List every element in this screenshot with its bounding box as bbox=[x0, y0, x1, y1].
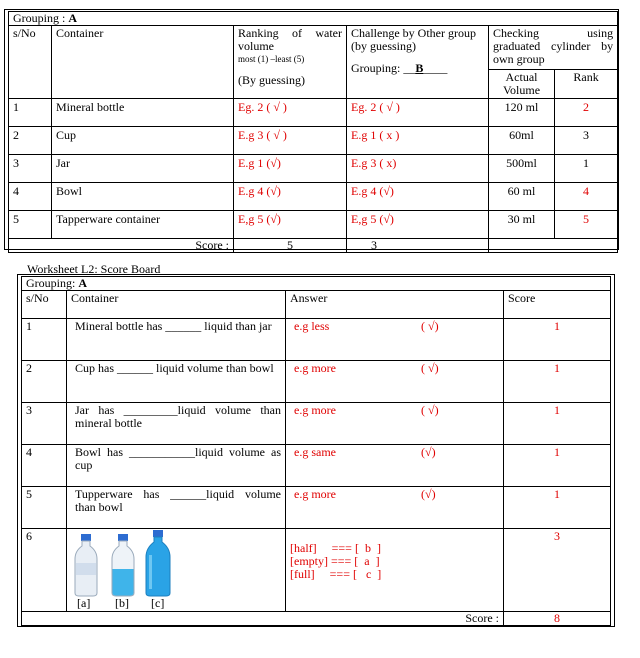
sb-row-number: 5 bbox=[22, 487, 67, 529]
row-number: 2 bbox=[9, 127, 52, 155]
grouping-row bbox=[9, 12, 618, 26]
table1-score-challenge: 3 bbox=[347, 239, 489, 253]
row-number: 4 bbox=[9, 183, 52, 211]
header-rank: Rank bbox=[555, 70, 618, 99]
scoreboard-row bbox=[22, 487, 611, 529]
grouping-value: A bbox=[68, 11, 78, 25]
row-actual-volume: 30 ml bbox=[489, 211, 555, 239]
sb-answer-mark: ( √) bbox=[421, 403, 439, 417]
row6-bottles bbox=[67, 529, 286, 612]
grouping2-value: A bbox=[78, 276, 88, 290]
row-ranking-guess: E.g 3 ( √ ) bbox=[234, 127, 347, 155]
row-rank: 5 bbox=[555, 211, 618, 239]
row-actual-volume: 60ml bbox=[489, 127, 555, 155]
sb-row-score: 1 bbox=[504, 403, 611, 445]
row-challenge-guess: E.g 1 ( x ) bbox=[347, 127, 489, 155]
row-container: Tapperware container bbox=[52, 211, 234, 239]
ranking-row bbox=[9, 155, 618, 183]
sb-row-number: 3 bbox=[22, 403, 67, 445]
grouping-label: Grouping : bbox=[13, 11, 69, 25]
row-number: 3 bbox=[9, 155, 52, 183]
row-rank: 2 bbox=[555, 99, 618, 127]
grouping2-row bbox=[22, 277, 611, 291]
worksheet-title: Worksheet L2: Score Board bbox=[27, 262, 161, 276]
sb-answer-text: e.g more bbox=[294, 487, 336, 501]
ranking-table bbox=[8, 11, 618, 253]
sb-answer-text: e.g more bbox=[294, 403, 336, 417]
header-actual-volume: Actual Volume bbox=[489, 70, 555, 99]
sb-answer-text: e.g same bbox=[294, 445, 336, 459]
bottle-label-a: [a] bbox=[77, 596, 91, 610]
t2-header-sno: s/No bbox=[22, 291, 67, 319]
challenge-grouping-value: B bbox=[415, 61, 424, 75]
row6-answer-empty: [empty] === [ a ] bbox=[290, 554, 380, 568]
row-ranking-guess: E.g 1 (√) bbox=[234, 155, 347, 183]
sb-answer-mark: (√) bbox=[421, 487, 436, 501]
scoreboard-row bbox=[22, 445, 611, 487]
sb-row-statement: Cup has ______ liquid volume than bowl bbox=[67, 361, 286, 403]
row-ranking-guess: E,g 5 (√) bbox=[234, 211, 347, 239]
row-rank: 4 bbox=[555, 183, 618, 211]
table2-score-total: 8 bbox=[504, 612, 611, 626]
table1-score-label: Score : bbox=[9, 239, 234, 253]
sb-row-score: 1 bbox=[504, 445, 611, 487]
row-container: Jar bbox=[52, 155, 234, 183]
row-ranking-guess: E.g 4 (√) bbox=[234, 183, 347, 211]
table1-score-ranking: 5 bbox=[234, 239, 347, 253]
row-rank: 1 bbox=[555, 155, 618, 183]
scoreboard-row bbox=[22, 319, 611, 361]
t2-header-answer: Answer bbox=[286, 291, 504, 319]
sb-row-statement: Jar has _________liquid volume than mineral bottle bbox=[67, 403, 286, 445]
sb-answer-text: e.g less bbox=[294, 319, 330, 333]
row-actual-volume: 500ml bbox=[489, 155, 555, 183]
sb-answer-mark: ( √) bbox=[421, 319, 439, 333]
challenge-grouping: Grouping: __B____ bbox=[351, 61, 448, 75]
sb-row-score: 1 bbox=[504, 361, 611, 403]
ranking-row bbox=[9, 183, 618, 211]
row-container: Cup bbox=[52, 127, 234, 155]
row6-score: 3 bbox=[504, 529, 611, 612]
sb-row-number: 4 bbox=[22, 445, 67, 487]
bottle-label-c: [c] bbox=[151, 596, 165, 610]
scoreboard-table bbox=[21, 276, 611, 626]
ranking-row bbox=[9, 127, 618, 155]
t2-header-score: Score bbox=[504, 291, 611, 319]
sb-answer-mark: (√) bbox=[421, 445, 436, 459]
row-number: 5 bbox=[9, 211, 52, 239]
row-container: Bowl bbox=[52, 183, 234, 211]
sb-answer-text: e.g more bbox=[294, 361, 336, 375]
bottle-illustration bbox=[71, 530, 191, 610]
sb-row-statement: Mineral bottle has ______ liquid than jar bbox=[67, 319, 286, 361]
bottle-full-image bbox=[143, 529, 173, 597]
row-actual-volume: 60 ml bbox=[489, 183, 555, 211]
sb-row-answer bbox=[286, 403, 504, 445]
header-challenge bbox=[347, 26, 489, 99]
row-rank: 3 bbox=[555, 127, 618, 155]
ranking-note: (By guessing) bbox=[238, 73, 305, 87]
sb-row-answer bbox=[286, 319, 504, 361]
sb-row-statement: Tupperware has ______liquid volume than bowl bbox=[67, 487, 286, 529]
ranking-title: Ranking of water volume bbox=[238, 26, 342, 53]
grouping2-label: Grouping: bbox=[26, 276, 79, 290]
row-challenge-guess: Eg. 2 ( √ ) bbox=[347, 99, 489, 127]
header-sno: s/No bbox=[9, 26, 52, 99]
sb-row-score: 1 bbox=[504, 319, 611, 361]
sb-row-number: 2 bbox=[22, 361, 67, 403]
row6-answer-half: [half] === [ b ] bbox=[290, 541, 381, 555]
header-ranking bbox=[234, 26, 347, 99]
row-challenge-guess: E,g 5 (√) bbox=[347, 211, 489, 239]
sb-row-statement: Bowl has ___________liquid volume as cup bbox=[67, 445, 286, 487]
scoreboard-row bbox=[22, 403, 611, 445]
sb-row-answer bbox=[286, 361, 504, 403]
row-challenge-guess: E.g 4 (√) bbox=[347, 183, 489, 211]
bottle-half-image bbox=[109, 533, 137, 597]
bottle-label-b: [b] bbox=[115, 596, 129, 610]
row-actual-volume: 120 ml bbox=[489, 99, 555, 127]
ranking-row bbox=[9, 99, 618, 127]
header-container: Container bbox=[52, 26, 234, 99]
row6-answers bbox=[286, 529, 504, 612]
table1-score-empty bbox=[489, 239, 618, 253]
table2-score-label: Score : bbox=[22, 612, 504, 626]
t2-header-container: Container bbox=[67, 291, 286, 319]
row6-no: 6 bbox=[22, 529, 67, 612]
bottle-empty-image bbox=[71, 533, 101, 597]
row-challenge-guess: E.g 3 ( x) bbox=[347, 155, 489, 183]
sb-row-answer bbox=[286, 487, 504, 529]
sb-row-score: 1 bbox=[504, 487, 611, 529]
challenge-title: Challenge by Other group (by guessing) bbox=[351, 26, 476, 53]
row6-answer-full: [full] === [ c ] bbox=[290, 567, 382, 581]
row-container: Mineral bottle bbox=[52, 99, 234, 127]
scoreboard-row bbox=[22, 361, 611, 403]
sb-answer-mark: ( √) bbox=[421, 361, 439, 375]
sb-row-answer bbox=[286, 445, 504, 487]
row-ranking-guess: Eg. 2 ( √ ) bbox=[234, 99, 347, 127]
header-checking: Checking using graduated cylinder by own group bbox=[489, 26, 618, 70]
ranking-row bbox=[9, 211, 618, 239]
sb-row-number: 1 bbox=[22, 319, 67, 361]
ranking-range: most (1) –least (5) bbox=[238, 54, 305, 64]
row-number: 1 bbox=[9, 99, 52, 127]
